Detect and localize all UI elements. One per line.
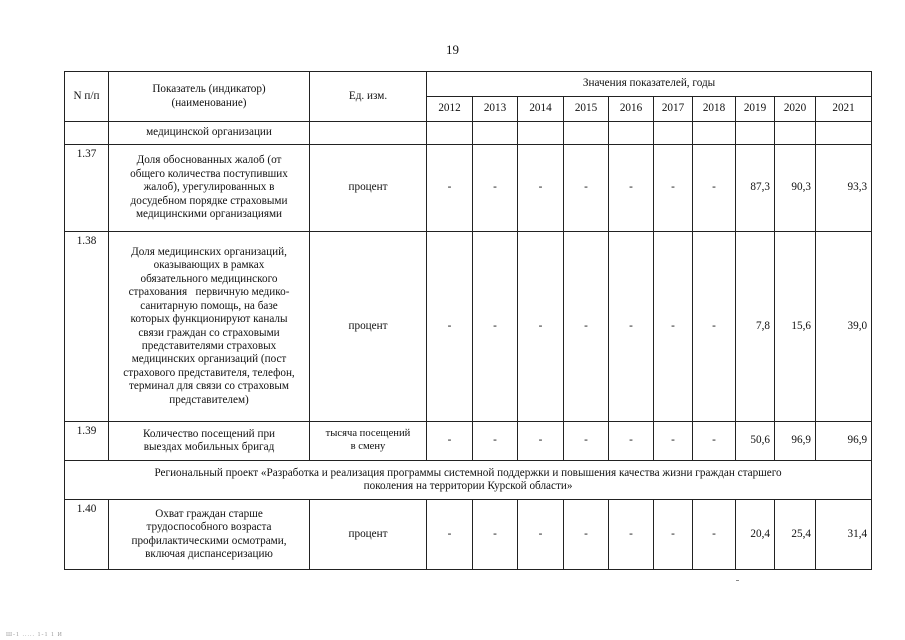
value-cell: - bbox=[654, 422, 693, 461]
table-row bbox=[65, 145, 872, 232]
value-cell: 87,3 bbox=[736, 145, 775, 232]
value-cell: - bbox=[427, 232, 473, 422]
value-cell: - bbox=[473, 145, 518, 232]
value-cell: 96,9 bbox=[775, 422, 816, 461]
continuation-row bbox=[65, 122, 872, 145]
indicator-header-line: (наименование) bbox=[171, 96, 247, 109]
value-cell: 31,4 bbox=[816, 500, 872, 570]
indicator-name bbox=[109, 145, 310, 232]
value-cell: 25,4 bbox=[775, 500, 816, 570]
header-row bbox=[65, 72, 872, 97]
value-cell: 7,8 bbox=[736, 232, 775, 422]
unit-cell bbox=[310, 422, 427, 461]
value-cell: - bbox=[693, 500, 736, 570]
unit-line: процент bbox=[348, 319, 388, 332]
value-cell: 39,0 bbox=[816, 232, 872, 422]
value-cell: - bbox=[693, 232, 736, 422]
values-column-header: Значения показателей, годы bbox=[427, 72, 872, 97]
table-cell bbox=[693, 122, 736, 145]
value-cell: - bbox=[427, 422, 473, 461]
indicator-line: представителями страховых bbox=[141, 339, 277, 352]
table-cell bbox=[65, 122, 109, 145]
indicator-line: трудоспособного возраста bbox=[146, 521, 272, 534]
unit-line: в смену bbox=[350, 441, 386, 452]
table-cell bbox=[654, 122, 693, 145]
value-cell: - bbox=[518, 232, 564, 422]
row-number: 1.39 bbox=[65, 422, 109, 461]
value-cell: - bbox=[609, 145, 654, 232]
unit-cell bbox=[310, 232, 427, 422]
page-number: 19 bbox=[446, 42, 459, 57]
indicator-name bbox=[109, 500, 310, 570]
indicator-line: оказывающих в рамках bbox=[153, 259, 265, 272]
indicator-column-header bbox=[109, 72, 310, 122]
indicator-name bbox=[109, 232, 310, 422]
indicator-line: связи граждан со страховыми bbox=[138, 326, 280, 339]
indicator-line: Количество посещений при bbox=[142, 427, 276, 440]
year-header: 2020 bbox=[775, 97, 816, 122]
indicator-line: страхования первичную медико- bbox=[128, 286, 290, 299]
value-cell: - bbox=[518, 145, 564, 232]
value-cell: - bbox=[473, 422, 518, 461]
section-title-line: поколения на территории Курской области» bbox=[363, 480, 573, 492]
value-cell: - bbox=[473, 232, 518, 422]
value-cell: 20,4 bbox=[736, 500, 775, 570]
table-cell bbox=[473, 122, 518, 145]
indicator-line: которых функционируют каналы bbox=[130, 313, 288, 326]
indicator-line: Доля медицинских организаций, bbox=[131, 245, 287, 258]
year-header: 2012 bbox=[427, 97, 473, 122]
value-cell: - bbox=[609, 422, 654, 461]
value-cell: - bbox=[654, 145, 693, 232]
value-cell: - bbox=[518, 500, 564, 570]
continuation-text: медицинской организации bbox=[109, 122, 310, 145]
indicator-line: Охват граждан старше bbox=[155, 507, 263, 520]
indicator-line: досудебном порядке страховыми bbox=[130, 194, 288, 207]
table-row bbox=[65, 500, 872, 570]
year-header: 2021 bbox=[816, 97, 872, 122]
value-cell: - bbox=[564, 422, 609, 461]
table-cell bbox=[310, 122, 427, 145]
indicator-line: общего количества поступивших bbox=[130, 167, 288, 180]
row-number: 1.37 bbox=[65, 145, 109, 232]
value-cell: - bbox=[518, 422, 564, 461]
row-number: 1.40 bbox=[65, 500, 109, 570]
value-cell: 93,3 bbox=[816, 145, 872, 232]
table-cell bbox=[816, 122, 872, 145]
value-cell: - bbox=[564, 232, 609, 422]
table-cell bbox=[775, 122, 816, 145]
footer-scan-text: Ш-1 ..... 1-1 1 И bbox=[6, 632, 63, 638]
year-header: 2018 bbox=[693, 97, 736, 122]
indicator-header-line: Показатель (индикатор) bbox=[152, 83, 266, 96]
value-cell: 50,6 bbox=[736, 422, 775, 461]
table-row bbox=[65, 422, 872, 461]
table-cell bbox=[564, 122, 609, 145]
indicator-line: выездах мобильных бригад bbox=[143, 441, 275, 453]
section-title-line: Региональный проект «Разработка и реализация программы системной поддержки и повышения качества жизни граждан старшего bbox=[154, 466, 782, 479]
value-cell: 15,6 bbox=[775, 232, 816, 422]
year-header: 2013 bbox=[473, 97, 518, 122]
year-header: 2015 bbox=[564, 97, 609, 122]
indicators-table bbox=[64, 71, 872, 570]
section-title bbox=[65, 461, 872, 500]
year-header: 2017 bbox=[654, 97, 693, 122]
value-cell: - bbox=[564, 145, 609, 232]
unit-line: процент bbox=[348, 527, 388, 540]
value-cell: - bbox=[693, 422, 736, 461]
indicator-line: профилактическими осмотрами, bbox=[131, 534, 287, 547]
value-cell: - bbox=[427, 500, 473, 570]
table-row bbox=[65, 232, 872, 422]
indicator-line: медицинскими организациями bbox=[135, 208, 283, 221]
unit-line: тысяча посещений bbox=[325, 428, 411, 440]
indicator-line: Доля обоснованных жалоб (от bbox=[136, 154, 282, 167]
num-column-header: N п/п bbox=[65, 72, 109, 122]
section-row bbox=[65, 461, 872, 500]
table-cell bbox=[518, 122, 564, 145]
value-cell: - bbox=[654, 500, 693, 570]
table-cell bbox=[736, 122, 775, 145]
table-cell bbox=[609, 122, 654, 145]
indicator-line: терминал для связи со страховым bbox=[129, 380, 289, 393]
value-cell: - bbox=[564, 500, 609, 570]
value-cell: - bbox=[609, 500, 654, 570]
scan-mark bbox=[736, 580, 739, 581]
year-header: 2014 bbox=[518, 97, 564, 122]
unit-column-header: Ед. изм. bbox=[310, 72, 427, 122]
unit-line: процент bbox=[348, 181, 388, 194]
unit-cell bbox=[310, 145, 427, 232]
value-cell: - bbox=[693, 145, 736, 232]
value-cell: - bbox=[654, 232, 693, 422]
indicator-name bbox=[109, 422, 310, 461]
indicator-line: обязательного медицинского bbox=[140, 272, 278, 285]
value-cell: - bbox=[473, 500, 518, 570]
value-cell: - bbox=[609, 232, 654, 422]
indicator-line: жалоб), урегулированных в bbox=[143, 181, 275, 194]
value-cell: 90,3 bbox=[775, 145, 816, 232]
indicator-line: страхового представителя, телефон, bbox=[123, 366, 295, 379]
unit-cell bbox=[310, 500, 427, 570]
indicator-line: санитарную помощь, на базе bbox=[140, 299, 278, 312]
year-header: 2019 bbox=[736, 97, 775, 122]
value-cell: 96,9 bbox=[816, 422, 872, 461]
indicator-line: включая диспансеризацию bbox=[145, 547, 273, 560]
indicator-line: представителем) bbox=[169, 393, 249, 406]
indicator-line: медицинских организаций (пост bbox=[131, 353, 287, 366]
year-header: 2016 bbox=[609, 97, 654, 122]
value-cell: - bbox=[427, 145, 473, 232]
table-cell bbox=[427, 122, 473, 145]
row-number: 1.38 bbox=[65, 232, 109, 422]
